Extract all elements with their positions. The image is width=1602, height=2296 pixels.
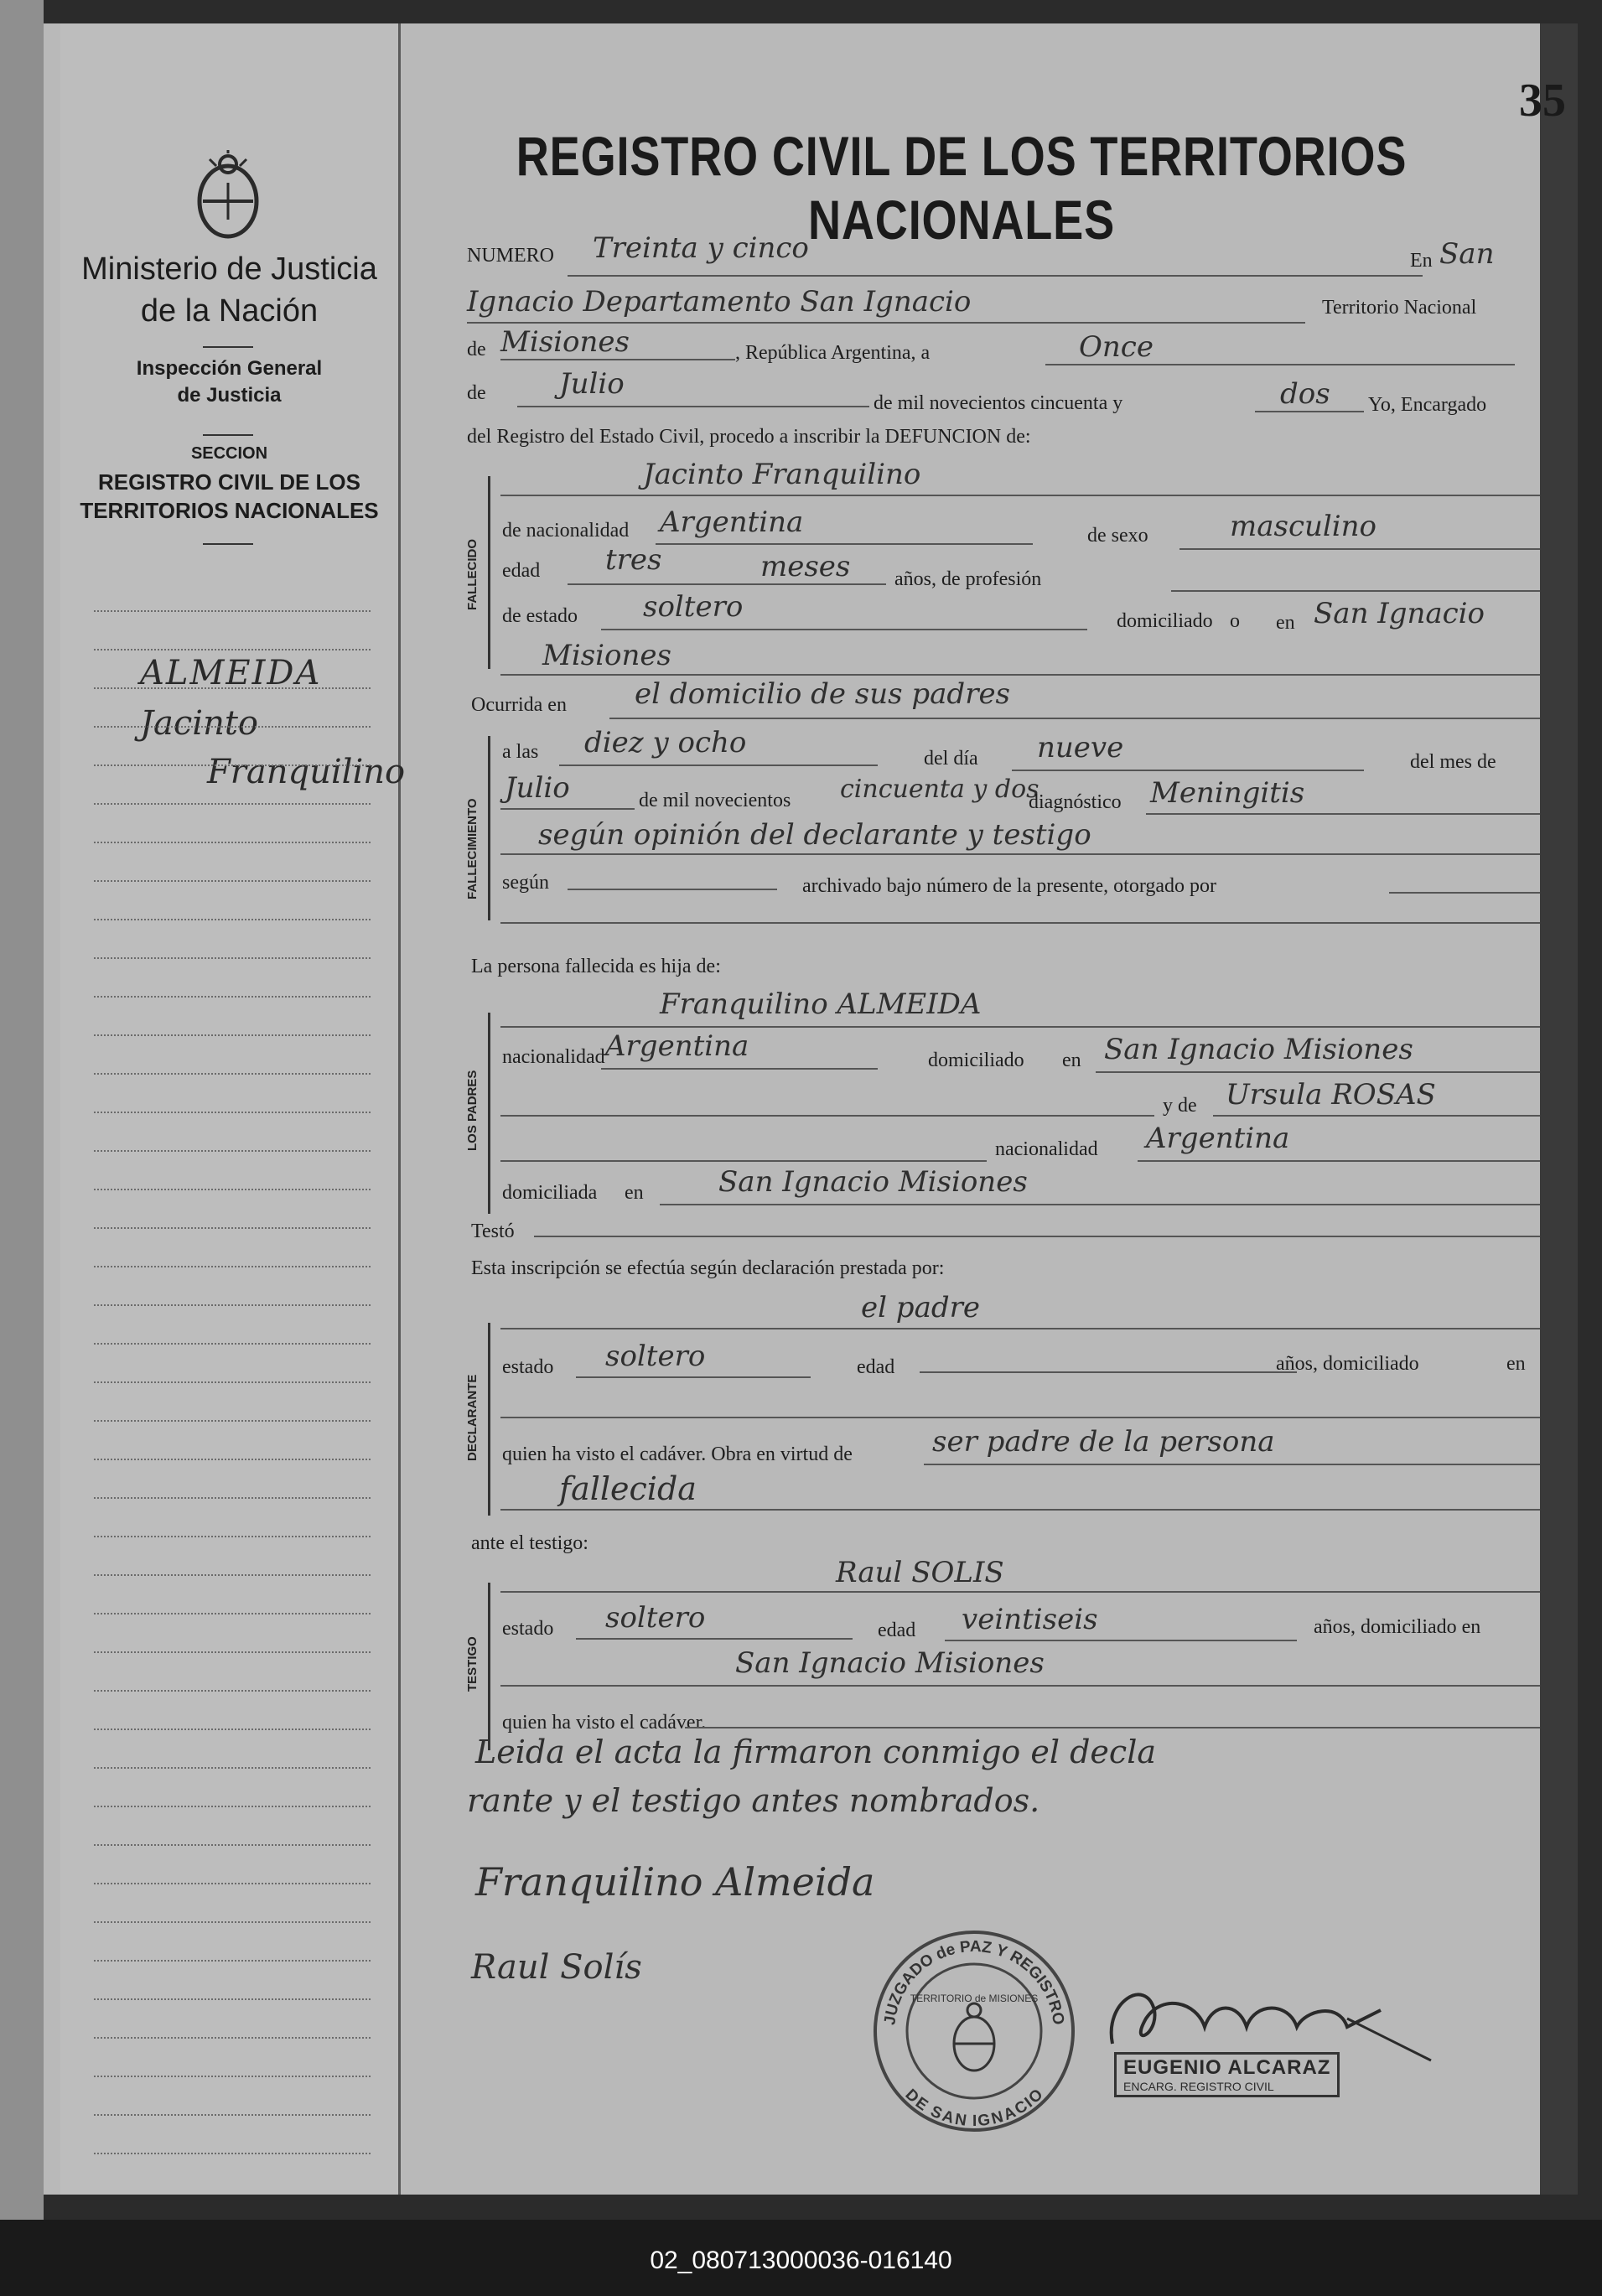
fallecido-estado-value: soltero bbox=[643, 590, 744, 624]
closing-line2: rante y el testigo antes nombrados. bbox=[467, 1782, 1040, 1819]
margin-ruled-line bbox=[94, 1844, 371, 1846]
fallecimiento-mes-value: Julio bbox=[505, 771, 570, 805]
fallecimiento-diagnostico-value: Meningitis bbox=[1150, 776, 1305, 810]
testigo-name: Raul SOLIS bbox=[836, 1556, 1004, 1589]
fallecimiento-hora-value: diez y ocho bbox=[584, 726, 747, 759]
margin-ruled-line bbox=[94, 919, 371, 920]
fallecimiento-section-label: FALLECIMIENTO bbox=[465, 798, 480, 899]
testigo-intro-label: ante el testigo: bbox=[471, 1532, 588, 1554]
margin-ruled-line bbox=[94, 1497, 371, 1499]
margin-ruled-line bbox=[94, 1728, 371, 1730]
margin-note-name2: Franquilino bbox=[207, 753, 406, 791]
padre-domiciliado-label: domiciliado bbox=[928, 1050, 1024, 1071]
fallecimiento-diagnostico-value2: según opinión del declarante y testigo bbox=[538, 818, 1091, 852]
madre-nacionalidad-label: nacionalidad bbox=[995, 1138, 1098, 1160]
margin-ruled-line bbox=[94, 2037, 371, 2039]
margin-note-name1: Jacinto bbox=[140, 704, 258, 743]
fallecimiento-diagnostico-label: diagnóstico bbox=[1029, 791, 1122, 813]
madre-yde-label: y de bbox=[1163, 1095, 1197, 1117]
fallecido-sexo-value: masculino bbox=[1230, 510, 1377, 543]
declarante-estado-label: estado bbox=[502, 1356, 554, 1378]
margin-ruled-line bbox=[94, 1998, 371, 2000]
margin-ruled-line bbox=[94, 1536, 371, 1537]
margin-ruled-line bbox=[94, 1343, 371, 1345]
fallecimiento-delmes-label: del mes de bbox=[1410, 751, 1496, 773]
margin-ruled-line bbox=[94, 1883, 371, 1884]
margin-ruled-line bbox=[94, 1227, 371, 1229]
fallecido-nacionalidad-label: de nacionalidad bbox=[502, 520, 630, 542]
declarante-name: el padre bbox=[861, 1291, 980, 1324]
margin-ruled-line bbox=[94, 842, 371, 843]
fallecimiento-segun-label: según bbox=[502, 872, 549, 894]
fallecido-domicilio-value: San Ignacio bbox=[1314, 597, 1485, 630]
margin-ruled-line bbox=[94, 1613, 371, 1614]
margin-ruled-line bbox=[94, 996, 371, 998]
margin-ruled-line bbox=[94, 687, 371, 689]
testigo-estado-label: estado bbox=[502, 1618, 554, 1640]
testigo-estado-value: soltero bbox=[605, 1601, 706, 1635]
page-title: REGISTRO CIVIL DE LOS TERRITORIOS NACIONALES bbox=[516, 125, 1408, 251]
day-value: Once bbox=[1079, 330, 1154, 364]
margin-ruled-line bbox=[94, 1073, 371, 1075]
official-stamp bbox=[869, 1926, 1079, 2136]
margin-ruled-line bbox=[94, 1690, 371, 1692]
fallecido-edad-value: tres bbox=[605, 543, 662, 577]
margin-ruled-line bbox=[94, 1574, 371, 1576]
fallecido-section-label: FALLECIDO bbox=[465, 539, 480, 610]
fallecido-edad-label: edad bbox=[502, 560, 541, 582]
testigo-section-label: TESTIGO bbox=[465, 1636, 480, 1692]
stamp-inner-text: TERRITORIO de MISIONES bbox=[910, 1993, 1039, 2004]
testigo-edad-value: veintiseis bbox=[962, 1603, 1098, 1636]
margin-ruled-line bbox=[94, 1150, 371, 1152]
de2-label: de bbox=[467, 382, 486, 404]
margin-ruled-line bbox=[94, 1767, 371, 1769]
margin-ruled-line bbox=[94, 1459, 371, 1460]
margin-ruled-line bbox=[94, 1189, 371, 1190]
margin-ruled-line bbox=[94, 2114, 371, 2116]
signature-testigo: Raul Solís bbox=[471, 1948, 642, 1987]
padre-nacionalidad-label: nacionalidad bbox=[502, 1046, 605, 1068]
madre-domiciliada-label: domiciliada bbox=[502, 1182, 598, 1204]
padre-en-label: en bbox=[1062, 1050, 1081, 1071]
page-number: 35 bbox=[1519, 75, 1566, 127]
padre-domicilio-value: San Ignacio Misiones bbox=[1104, 1033, 1413, 1066]
republica-label: , República Argentina, a bbox=[735, 342, 931, 364]
left-page-edge bbox=[0, 0, 44, 2220]
declarante-anos-label: años, domiciliado bbox=[1276, 1353, 1419, 1375]
fallecido-nacionalidad-value: Argentina bbox=[660, 505, 804, 539]
stamp-ring-bottom: DE SAN IGNACIO bbox=[901, 2086, 1047, 2131]
margin-ruled-line bbox=[94, 880, 371, 882]
margin-ruled-line bbox=[94, 1112, 371, 1113]
officer-name-stamp bbox=[1114, 2052, 1340, 2097]
fallecimiento-archivado-label: archivado bajo número de la presente, otorgado por bbox=[802, 875, 1217, 897]
testigo-anos-label: años, domiciliado en bbox=[1314, 1616, 1481, 1638]
declarante-virtud-value2: fallecida bbox=[559, 1470, 697, 1507]
madre-name: Ursula ROSAS bbox=[1226, 1078, 1436, 1112]
territorio-label: Territorio Nacional bbox=[1322, 297, 1477, 319]
fallecido-anos-label: años, de profesión bbox=[894, 568, 1042, 590]
register-page bbox=[44, 23, 1578, 2195]
margin-ruled-line bbox=[94, 649, 371, 650]
margin-ruled-line bbox=[94, 764, 371, 766]
declarante-en-label: en bbox=[1506, 1353, 1526, 1375]
inscripcion-label: Esta inscripción se efectúa según declaración prestada por: bbox=[471, 1257, 945, 1279]
officer-title: ENCARG. REGISTRO CIVIL bbox=[1123, 2080, 1274, 2093]
de-label: de bbox=[467, 339, 486, 360]
section-label: SECCION bbox=[190, 444, 268, 463]
margin-column bbox=[60, 23, 406, 2195]
registry-line2: TERRITORIOS NACIONALES bbox=[80, 498, 379, 523]
fallecido-en-label: en bbox=[1276, 612, 1295, 634]
inspection-line2: de Justicia bbox=[177, 384, 282, 407]
madre-en-label: en bbox=[625, 1182, 644, 1204]
yo-label: Yo, Encargado bbox=[1368, 394, 1487, 416]
margin-ruled-line bbox=[94, 1034, 371, 1036]
place-value: Ignacio Departamento San Ignacio bbox=[467, 285, 972, 319]
declarante-visto-label: quien ha visto el cadáver. Obra en virtud de bbox=[502, 1443, 853, 1465]
fallecimiento-anio-value: cincuenta y dos bbox=[840, 775, 1039, 804]
margin-ruled-line bbox=[94, 1266, 371, 1267]
signature-declarante: Franquilino Almeida bbox=[475, 1859, 875, 1905]
fallecido-estado-label: de estado bbox=[502, 605, 578, 627]
en-value: San bbox=[1439, 237, 1495, 271]
testo-label: Testó bbox=[471, 1221, 515, 1242]
en-label: En bbox=[1410, 250, 1433, 272]
ocurrida-label: Ocurrida en bbox=[471, 694, 567, 716]
padres-section-label: LOS PADRES bbox=[465, 1070, 480, 1151]
image-identifier: 02_080713000036-016140 bbox=[650, 2247, 952, 2274]
margin-ruled-line bbox=[94, 957, 371, 959]
closing-line1: Leida el acta la firmaron conmigo el decla bbox=[475, 1734, 1157, 1770]
margin-note-surname: ALMEIDA bbox=[140, 654, 322, 692]
fallecido-domiciliado-label: domiciliado bbox=[1117, 610, 1213, 632]
padre-name: Franquilino ALMEIDA bbox=[660, 987, 982, 1021]
margin-ruled-line bbox=[94, 2076, 371, 2077]
margin-ruled-line bbox=[94, 1651, 371, 1653]
testigo-edad-label: edad bbox=[878, 1620, 916, 1641]
fallecido-sexo-label: de sexo bbox=[1087, 525, 1148, 547]
declarante-estado-value: soltero bbox=[605, 1340, 706, 1373]
declarante-edad-label: edad bbox=[857, 1356, 895, 1378]
fallecido-domiciliado-suffix: o bbox=[1230, 610, 1240, 632]
margin-ruled-line bbox=[94, 1381, 371, 1383]
registry-line1: REGISTRO CIVIL DE LOS bbox=[97, 469, 360, 495]
declarante-virtud-value: ser padre de la persona bbox=[932, 1425, 1275, 1459]
madre-nacionalidad-value: Argentina bbox=[1146, 1122, 1290, 1155]
margin-ruled-line bbox=[94, 803, 371, 805]
fallecido-domicilio-value2: Misiones bbox=[542, 639, 671, 672]
year-label: de mil novecientos cincuenta y bbox=[874, 392, 1123, 414]
fallecimiento-dia-value: nueve bbox=[1037, 731, 1124, 764]
margin-ruled-line bbox=[94, 726, 371, 728]
numero-value: Treinta y cinco bbox=[593, 231, 809, 265]
ministry-line1: Ministerio de Justicia bbox=[81, 251, 377, 287]
page-edge-right bbox=[1540, 23, 1578, 2195]
form-area bbox=[408, 23, 1540, 2195]
margin-ruled-line bbox=[94, 1304, 371, 1306]
margin-ruled-line bbox=[94, 1960, 371, 1962]
svg-text:DE SAN IGNACIO bbox=[901, 2086, 1046, 2130]
margin-ruled-line bbox=[94, 1420, 371, 1422]
month-value: Julio bbox=[559, 367, 625, 401]
stamp-ring-top: JUZGADO de PAZ Y REGISTRO bbox=[881, 1937, 1067, 2026]
inspection-line1: Inspección General bbox=[136, 357, 323, 380]
testigo-domicilio-value: San Ignacio Misiones bbox=[735, 1646, 1045, 1680]
fallecimiento-deldia-label: del día bbox=[924, 748, 978, 770]
madre-domicilio-value: San Ignacio Misiones bbox=[718, 1165, 1028, 1199]
year-value: dos bbox=[1280, 377, 1330, 411]
intro-label: del Registro del Estado Civil, procedo a inscribir la DEFUNCION de: bbox=[467, 426, 1031, 448]
testigo-visto-label: quien ha visto el cadáver. bbox=[502, 1712, 707, 1734]
fallecido-edad-unit: meses bbox=[760, 550, 851, 583]
territorio-value: Misiones bbox=[500, 325, 630, 359]
margin-ruled-line bbox=[94, 610, 371, 612]
ocurrida-value: el domicilio de sus padres bbox=[635, 677, 1011, 711]
coat-of-arms-icon bbox=[186, 149, 270, 250]
fallecido-name: Jacinto Franquilino bbox=[643, 458, 921, 491]
hija-label: La persona fallecida es hija de: bbox=[471, 956, 721, 977]
declarante-section-label: DECLARANTE bbox=[465, 1374, 480, 1461]
fallecimiento-alas-label: a las bbox=[502, 741, 539, 763]
fallecimiento-mil-label: de mil novecientos bbox=[639, 790, 791, 811]
margin-ruled-line bbox=[94, 1921, 371, 1923]
margin-ruled-line bbox=[94, 2153, 371, 2154]
padre-nacionalidad-value: Argentina bbox=[605, 1029, 749, 1063]
margin-ruled-line bbox=[94, 1806, 371, 1807]
officer-name: EUGENIO ALCARAZ bbox=[1123, 2056, 1331, 2079]
numero-label: NUMERO bbox=[467, 245, 555, 267]
ministry-line2: de la Nación bbox=[140, 293, 319, 329]
